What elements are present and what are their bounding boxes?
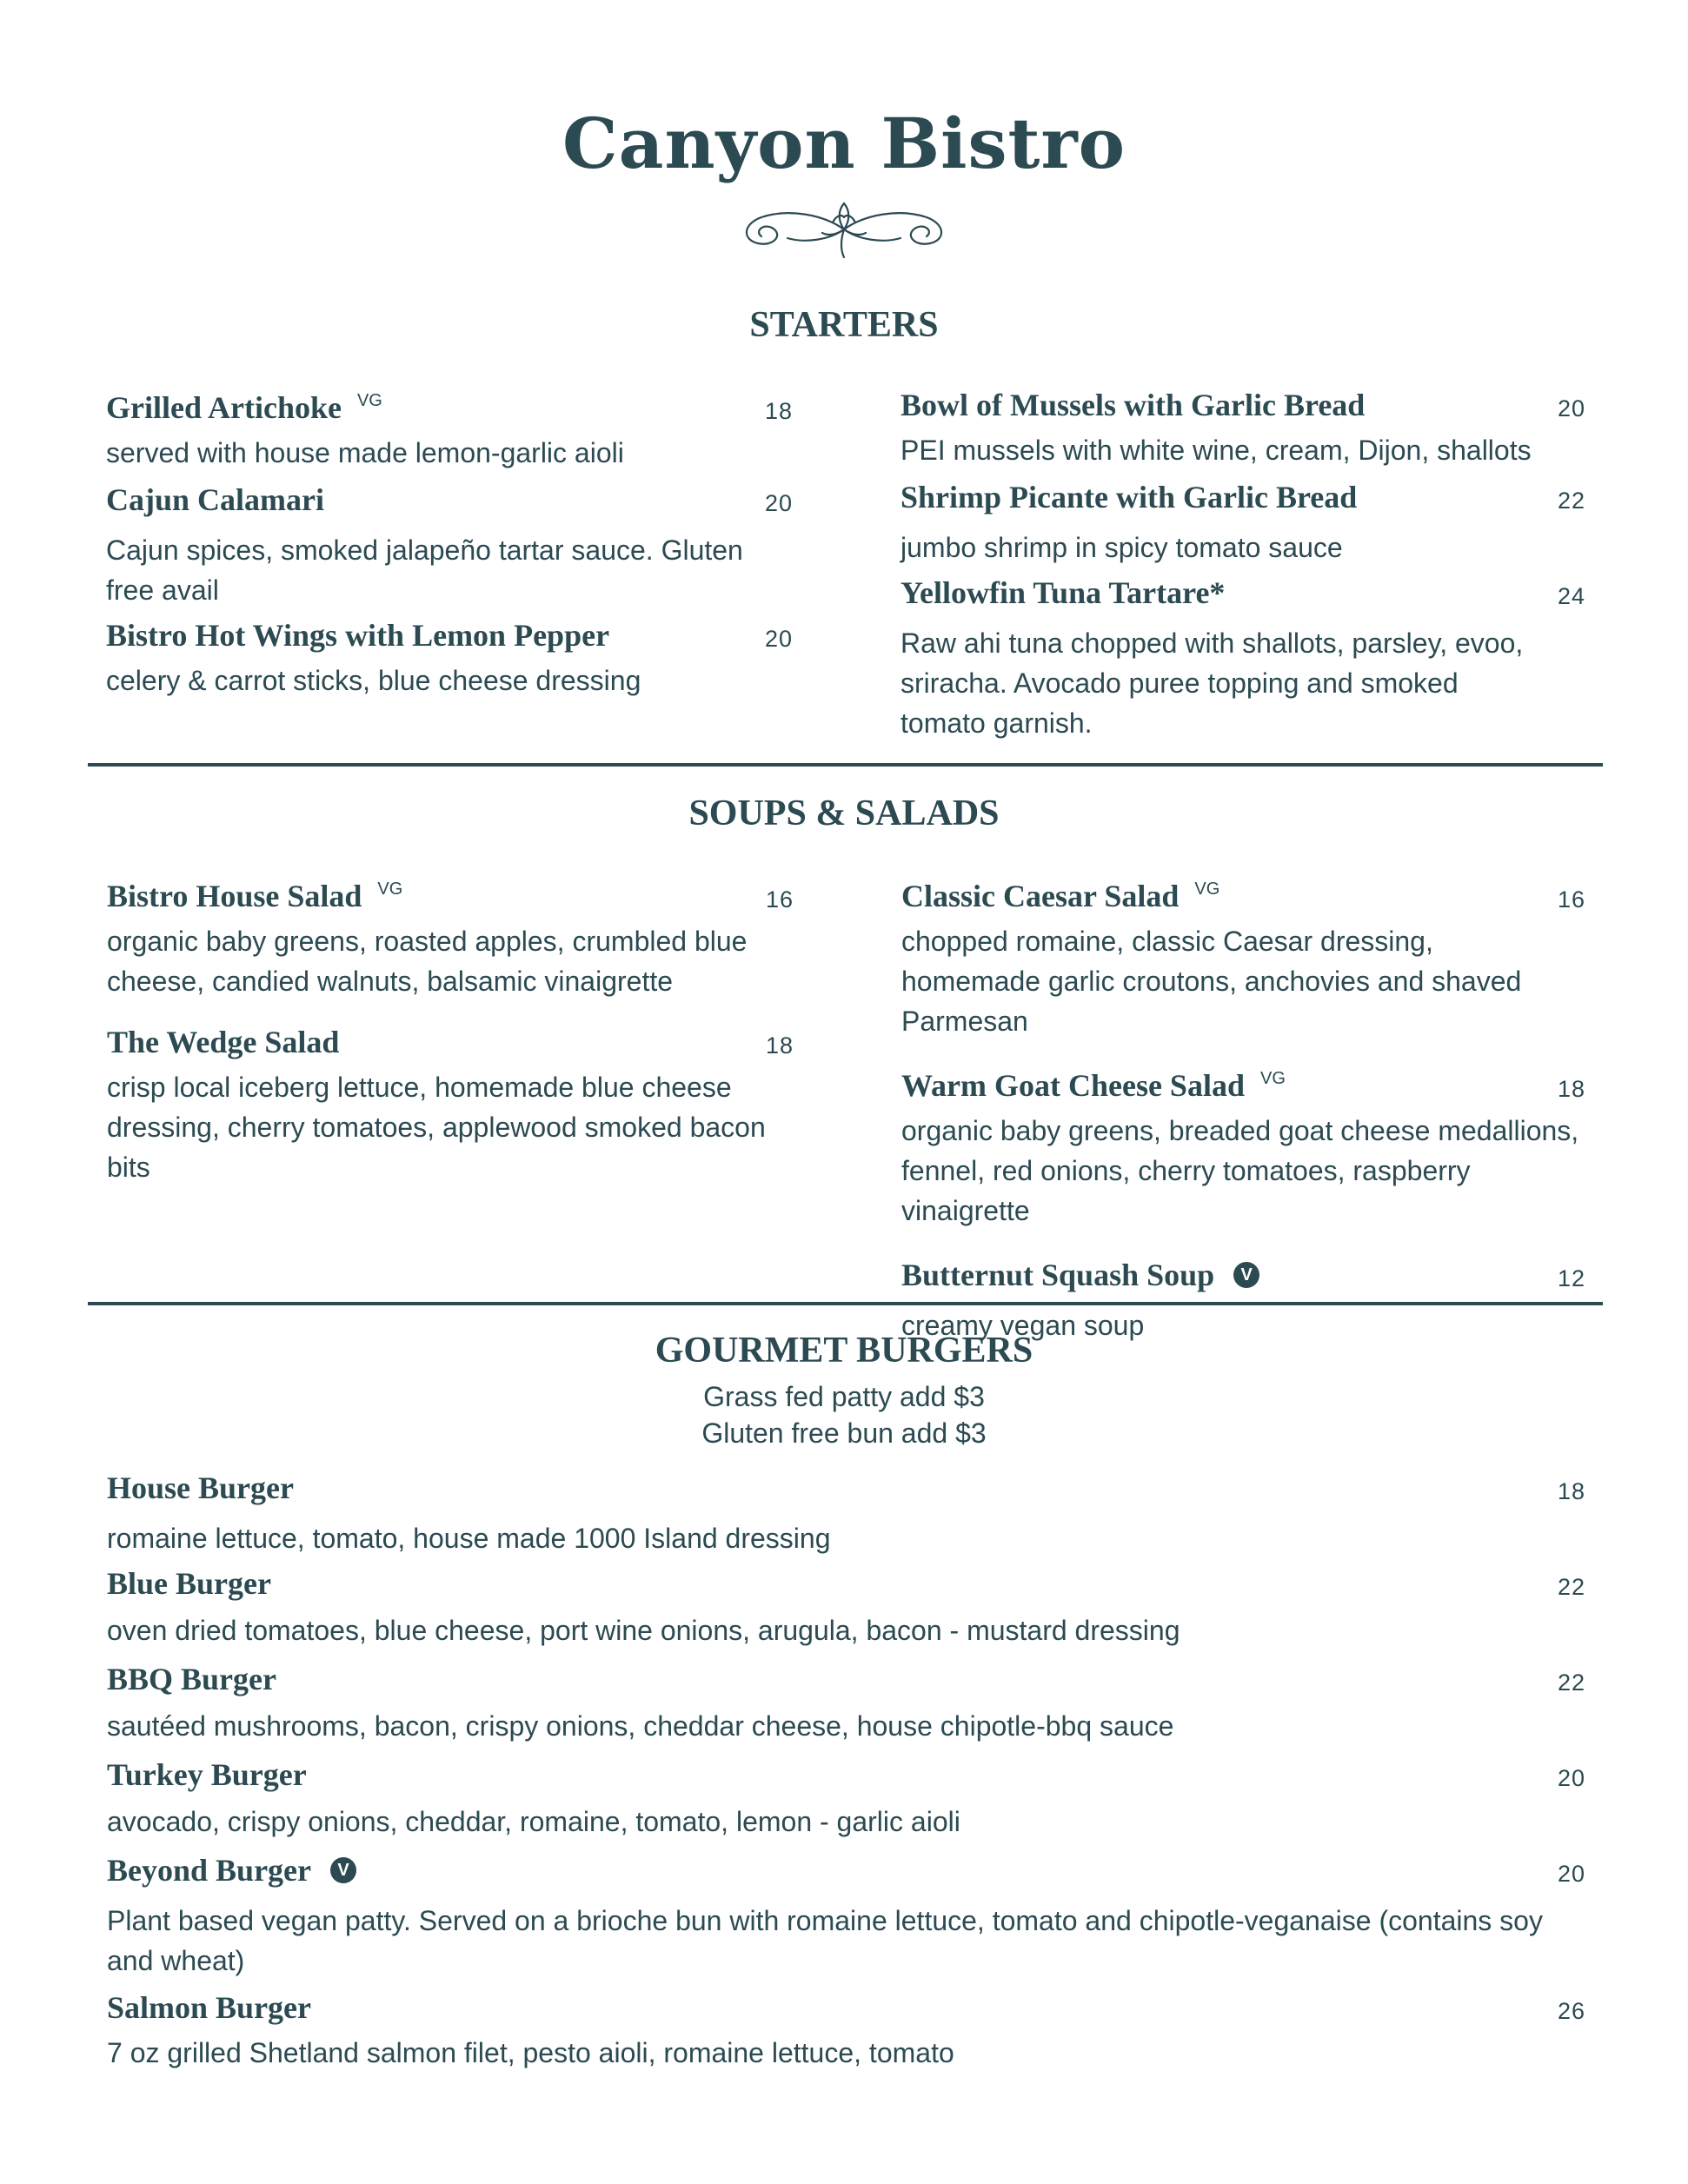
burgers-list — [107, 1463, 1585, 2073]
menu-item — [106, 475, 793, 610]
vegan-circle-icon: V — [1233, 1262, 1259, 1288]
item-description: crisp local iceberg lettuce, homemade blue cheese dressing, cherry tomatoes, applewood smoked bacon bits — [107, 1072, 766, 1183]
item-description: Raw ahi tuna chopped with shallots, parsley, evoo, sriracha. Avocado puree topping and smoked tomato garnish. — [900, 627, 1524, 739]
item-price: 22 — [1557, 1670, 1585, 1696]
item-name: Bistro House Salad — [107, 879, 362, 913]
item-description: 7 oz grilled Shetland salmon filet, pesto aioli, romaine lettuce, tomato — [107, 2037, 954, 2068]
section-divider — [88, 1302, 1603, 1305]
vegetarian-tag: VG — [356, 391, 382, 410]
menu-item — [901, 871, 1585, 1041]
menu-item — [107, 1654, 1585, 1746]
item-description: Cajun spices, smoked jalapeño tartar sauce. Gluten free avail — [106, 534, 743, 606]
item-description: served with house made lemon-garlic aioli — [106, 437, 624, 468]
menu-item — [106, 610, 793, 700]
item-price: 26 — [1557, 1998, 1585, 2024]
item-price: 18 — [765, 1032, 794, 1059]
item-price: 12 — [1557, 1265, 1585, 1291]
menu-item — [107, 1845, 1585, 1981]
starters-left-column — [106, 382, 793, 700]
item-price: 24 — [1557, 583, 1585, 609]
menu-item — [107, 1017, 794, 1187]
item-description: celery & carrot sticks, blue cheese dressing — [106, 665, 641, 696]
menu-item — [900, 472, 1585, 568]
item-price: 22 — [1557, 488, 1585, 514]
item-name: Butternut Squash Soup — [901, 1258, 1215, 1292]
item-name: Shrimp Picante with Garlic Bread — [900, 480, 1358, 514]
item-name: Grilled Artichoke — [106, 390, 342, 425]
ornamental-flourish-icon — [735, 196, 953, 262]
add-on-note: Gluten free bun add $3 — [701, 1417, 987, 1449]
section-divider — [88, 763, 1603, 767]
menu-item — [107, 1749, 1585, 1842]
menu-item — [107, 1982, 1585, 2073]
item-price: 20 — [764, 626, 793, 652]
item-name: House Burger — [107, 1470, 294, 1505]
item-name: Bistro Hot Wings with Lemon Pepper — [106, 618, 610, 653]
item-description: organic baby greens, roasted apples, crumbled blue cheese, candied walnuts, balsamic vinaigrette — [107, 926, 748, 997]
item-name: The Wedge Salad — [107, 1025, 340, 1059]
item-price: 22 — [1557, 1574, 1585, 1600]
burger-add-on-notes — [0, 1378, 1688, 1451]
section-heading-burgers: GOURMET BURGERS — [655, 1331, 1033, 1371]
section-heading-starters: STARTERS — [749, 305, 939, 345]
item-description: jumbo shrimp in spicy tomato sauce — [900, 532, 1343, 563]
item-name: Beyond Burger — [107, 1853, 312, 1888]
item-description: romaine lettuce, tomato, house made 1000 Island dressing — [107, 1523, 831, 1554]
section-heading-soups-salads: SOUPS & SALADS — [688, 793, 1000, 833]
restaurant-title: Canyon Bistro — [562, 103, 1126, 184]
item-name: Classic Caesar Salad — [901, 879, 1180, 913]
item-description: sautéed mushrooms, bacon, crispy onions, cheddar cheese, house chipotle-bbq sauce — [107, 1710, 1174, 1742]
soups-salads-left-column — [107, 871, 794, 1187]
vegan-circle-icon: V — [330, 1857, 356, 1883]
menu-item — [901, 1060, 1585, 1231]
item-name: Turkey Burger — [107, 1757, 307, 1792]
vegetarian-tag: VG — [377, 880, 403, 899]
menu-item — [107, 1463, 1585, 1558]
item-name: Blue Burger — [107, 1566, 271, 1601]
item-name: Warm Goat Cheese Salad — [901, 1068, 1245, 1103]
item-price: 18 — [1557, 1478, 1585, 1504]
item-name: Cajun Calamari — [106, 482, 324, 517]
item-description: avocado, crispy onions, cheddar, romaine, tomato, lemon - garlic aioli — [107, 1806, 960, 1837]
item-price: 18 — [1557, 1076, 1585, 1102]
item-price: 16 — [765, 886, 794, 913]
item-description: creamy vegan soup — [901, 1310, 1145, 1341]
item-description: oven dried tomatoes, blue cheese, port wine onions, arugula, bacon - mustard dressing — [107, 1615, 1180, 1646]
vegetarian-tag: VG — [1194, 880, 1220, 899]
vegetarian-tag: VG — [1259, 1069, 1286, 1088]
item-description: chopped romaine, classic Caesar dressing, homemade garlic croutons, anchovies and shaved Parmesan — [901, 926, 1522, 1037]
menu-item — [107, 1558, 1585, 1650]
add-on-note: Grass fed patty add $3 — [703, 1381, 985, 1412]
item-name: BBQ Burger — [107, 1662, 276, 1696]
item-price: 20 — [1557, 1765, 1585, 1791]
item-price: 18 — [764, 398, 793, 424]
item-name: Yellowfin Tuna Tartare* — [900, 575, 1226, 610]
item-price: 20 — [764, 490, 793, 516]
soups-salads-right-column — [901, 871, 1585, 1345]
item-price: 16 — [1557, 886, 1585, 913]
starters-right-column — [900, 380, 1585, 743]
menu-item — [900, 380, 1585, 470]
item-description: PEI mussels with white wine, cream, Dijon, shallots — [900, 435, 1532, 466]
item-description: Plant based vegan patty. Served on a brioche bun with romaine lettuce, tomato and chipotle-veganaise (contains soy and wheat) — [107, 1905, 1543, 1976]
item-name: Bowl of Mussels with Garlic Bread — [900, 388, 1366, 422]
item-name: Salmon Burger — [107, 1990, 312, 2025]
item-price: 20 — [1557, 1861, 1585, 1887]
menu-item — [900, 568, 1585, 743]
item-price: 20 — [1557, 395, 1585, 422]
item-description: organic baby greens, breaded goat cheese medallions, fennel, red onions, cherry tomatoes, raspberry vinaigrette — [901, 1115, 1579, 1226]
menu-item — [106, 382, 793, 473]
menu-item — [107, 871, 794, 1001]
